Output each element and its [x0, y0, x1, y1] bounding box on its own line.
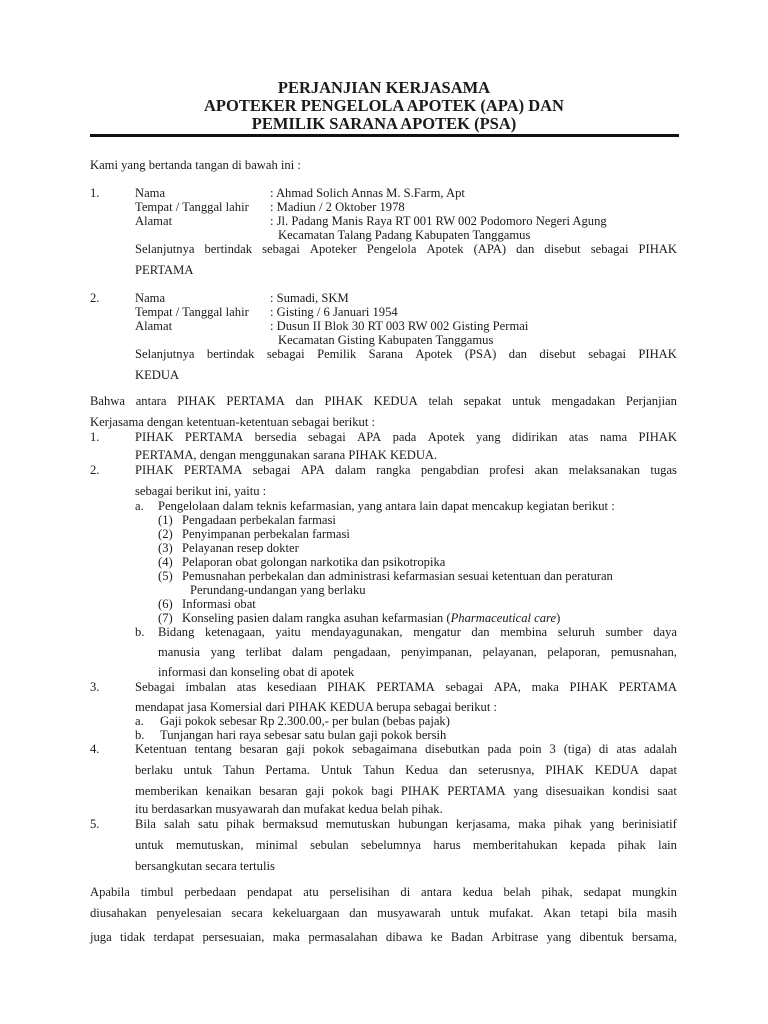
word: disebut	[539, 347, 576, 361]
word: KEDUA	[373, 394, 418, 408]
word: membina	[500, 625, 548, 639]
word: Tahun	[223, 763, 255, 777]
word: sebagai	[266, 347, 305, 361]
word: PIHAK	[638, 347, 677, 361]
word: tetapi	[580, 906, 609, 920]
clause2-b-line3: informasi dan konseling obat di apotek	[158, 665, 355, 679]
word: untuk	[183, 763, 213, 777]
word: musyawarah	[377, 906, 441, 920]
word: mufakat.	[489, 906, 534, 920]
word: maka	[272, 930, 300, 944]
party1-address-line2: Kecamatan Talang Padang Kabupaten Tanggamus	[278, 228, 531, 242]
word: disesuaikan	[545, 784, 605, 798]
word: Apotek	[426, 242, 464, 256]
activity-number: (5)	[158, 569, 173, 583]
word: memutuskan,	[175, 838, 244, 852]
word: Pertama.	[265, 763, 310, 777]
word: dibentuk	[579, 930, 624, 944]
word: masih	[646, 906, 677, 920]
word: permasalahan	[308, 930, 378, 944]
closing-line1	[90, 885, 677, 900]
word: poin	[519, 742, 542, 756]
activity-text-continued: Perundang-undangan yang berlaku	[190, 583, 366, 597]
word: dan	[471, 625, 490, 639]
word: seterusnya,	[478, 763, 535, 777]
word: secara	[231, 906, 263, 920]
word: sepakat	[463, 394, 502, 408]
word: PERTAMA	[226, 394, 285, 408]
word: akan	[534, 463, 559, 477]
clause2-a-marker: a.	[135, 499, 144, 513]
word: PERTAMA	[447, 784, 506, 798]
word: Ketentuan	[135, 742, 187, 756]
word: penyelesaian	[156, 906, 222, 920]
clause4-line3	[135, 784, 677, 799]
word: Bahwa	[90, 394, 125, 408]
word: (PSA)	[464, 347, 497, 361]
word: PERTAMA	[183, 463, 243, 477]
word: hubungan	[398, 817, 448, 831]
word: salah	[164, 817, 190, 831]
party2-address-label: Alamat	[135, 319, 173, 333]
word: pelayanan,	[482, 645, 537, 659]
word: pada	[392, 430, 417, 444]
word: sebulan	[310, 838, 349, 852]
word: untuk	[135, 838, 164, 852]
word: minimal	[255, 838, 298, 852]
word: mendayagunakan,	[311, 625, 403, 639]
italic-term: Pharmaceutical care	[450, 611, 557, 625]
word: dan	[295, 394, 314, 408]
word: penyimpanan,	[400, 645, 472, 659]
word: Sarana	[368, 347, 403, 361]
word: didirikan	[512, 430, 558, 444]
word: PIHAK	[135, 463, 174, 477]
word: Pengelola	[366, 242, 417, 256]
activity-number: (2)	[158, 527, 173, 541]
word: tugas	[650, 463, 677, 477]
word: sebagai	[588, 347, 626, 361]
party2-role-line2: KEDUA	[135, 368, 180, 382]
word: sebagai	[308, 430, 346, 444]
word: disebut	[544, 242, 581, 256]
activity-number: (7)	[158, 611, 173, 625]
activity-text: Pelaporan obat golongan narkotika dan psikotropika	[182, 555, 446, 569]
activity-text: Pelayanan resep dokter	[182, 541, 299, 555]
word: dapat	[649, 763, 677, 777]
word: Akan	[543, 906, 571, 920]
party2-address-value: : Dusun II Blok 30 RT 003 RW 002 Gisting Permai	[270, 319, 529, 333]
title-line-2: APOTEKER PENGELOLA APOTEK (APA) DAN	[204, 96, 564, 115]
word: pemusnahan,	[610, 645, 677, 659]
word: sebelumnya	[360, 838, 422, 852]
word: gaji	[285, 742, 305, 756]
word: bersedia	[254, 430, 297, 444]
word: Kedua	[405, 763, 439, 777]
word: yang	[210, 645, 236, 659]
word: PIHAK	[545, 763, 584, 777]
word: Pemilik	[317, 347, 357, 361]
word: PIHAK	[400, 784, 440, 798]
word: seluruh	[557, 625, 595, 639]
clause3-a-text: Gaji pokok sebesar Rp 2.300.00,- per bulan (bebas pajak)	[160, 714, 450, 728]
word: PIHAK	[324, 394, 363, 408]
intro-text: Kami yang bertanda tangan di bawah ini :	[90, 158, 301, 172]
word: persesuaian,	[202, 930, 265, 944]
word: mengadakan	[551, 394, 616, 408]
word: Selanjutnya	[135, 347, 195, 361]
word: PIHAK	[135, 430, 174, 444]
word: memberikan	[135, 784, 198, 798]
party1-role-line1	[135, 242, 677, 257]
clause5-number: 5.	[90, 817, 100, 831]
word: di	[598, 742, 609, 756]
clause2-a-text: Pengelolaan dalam teknis kefarmasian, yang antara lain dapat mencakup kegiatan berikut :	[158, 499, 615, 513]
word: Untuk	[320, 763, 353, 777]
word: (APA)	[473, 242, 507, 256]
word: yang	[589, 817, 615, 831]
party1-role-line2: PERTAMA	[135, 263, 194, 277]
word: bersama,	[631, 930, 677, 944]
word: pendapat	[246, 885, 293, 899]
word: Tahun	[363, 763, 395, 777]
word: sedapat	[583, 885, 622, 899]
word: dan	[516, 242, 535, 256]
word: kekeluargaan	[272, 906, 340, 920]
word: perselisihan	[329, 885, 390, 899]
word: atas	[568, 430, 589, 444]
closing-line3	[90, 930, 677, 945]
party2-name-value: : Sumadi, SKM	[270, 291, 349, 305]
word: melaksanakan	[568, 463, 641, 477]
party2-role-line1	[135, 347, 677, 362]
word: terdapat	[153, 930, 195, 944]
word: dalam	[335, 463, 366, 477]
word: disebutkan	[425, 742, 480, 756]
party2-address-line2: Kecamatan Gisting Kabupaten Tanggamus	[278, 333, 494, 347]
word: Apoteker	[309, 242, 357, 256]
word: dan	[508, 347, 527, 361]
clause4-line4: itu berdasarkan musyawarah dan mufakat kedua belah pihak.	[135, 802, 443, 816]
word: pihak,	[541, 885, 573, 899]
word: dalam	[291, 645, 323, 659]
word: tidak	[120, 930, 146, 944]
activity-text: Pengadaan perbekalan farmasi	[182, 513, 336, 527]
word: timbul	[140, 885, 174, 899]
word: kondisi	[612, 784, 650, 798]
word: harus	[433, 838, 461, 852]
word: Bidang	[158, 625, 195, 639]
word: sebagai	[262, 242, 300, 256]
word: imbalan	[185, 680, 227, 694]
word: sebagai	[252, 463, 291, 477]
activity-number: (4)	[158, 555, 173, 569]
clause5-line3: bersangkutan secara tertulis	[135, 859, 275, 873]
clause3-number: 3.	[90, 680, 100, 694]
word: berinisiatif	[622, 817, 677, 831]
word: pihak	[226, 817, 255, 831]
word: belah	[503, 885, 531, 899]
clause2-line1	[135, 463, 677, 478]
word: bertindak	[204, 242, 253, 256]
word: ketenagaan,	[205, 625, 265, 639]
clause2-b-marker: b.	[135, 625, 145, 639]
word: mungkin	[632, 885, 677, 899]
party1-address-value: : Jl. Padang Manis Raya RT 001 RW 002 Podomoro Negeri Agung	[270, 214, 607, 228]
activity-text: Informasi obat	[182, 597, 256, 611]
word: kepada	[569, 838, 606, 852]
party1-name-label: Nama	[135, 186, 166, 200]
word: yang	[513, 784, 538, 798]
party1-birth-label: Tempat / Tanggal lahir	[135, 200, 249, 214]
word: pengabdian	[420, 463, 479, 477]
word: kesediaan	[266, 680, 317, 694]
closing-line2	[90, 906, 677, 921]
document-title	[0, 79, 768, 133]
party2-birth-value: : Gisting / 6 Januari 1954	[270, 305, 398, 319]
word: dibawa	[385, 930, 423, 944]
title-line-1: PERJANJIAN KERJASAMA	[277, 78, 491, 97]
word: ke	[430, 930, 443, 944]
word: sebagaimana	[352, 742, 418, 756]
word: di	[400, 885, 411, 899]
word: sebagai	[590, 242, 629, 256]
clause3-b-text: Tunjangan hari raya sebesar satu bulan gaji pokok bersih	[160, 728, 447, 742]
title-underline	[90, 134, 679, 137]
clause2-line2: sebagai berikut ini, yaitu :	[135, 484, 267, 498]
word: 3	[549, 742, 556, 756]
word: PERTAMA	[376, 680, 435, 694]
word: yaitu	[275, 625, 301, 639]
party2-birth-label: Tempat / Tanggal lahir	[135, 305, 249, 319]
word: saat	[657, 784, 677, 798]
word: pokok	[312, 742, 345, 756]
word: pengadaan,	[333, 645, 391, 659]
party1-number: 1.	[90, 186, 100, 200]
clause1-number: 1.	[90, 430, 100, 444]
word: KEDUA	[594, 763, 639, 777]
word: yang	[546, 930, 572, 944]
word: memberitahukan	[472, 838, 558, 852]
word: lain	[658, 838, 677, 852]
clause5-line2	[135, 838, 677, 853]
word: nama	[599, 430, 628, 444]
word: bermaksud	[262, 817, 318, 831]
word: Sebagai	[135, 680, 175, 694]
word: PERTAMA	[618, 680, 677, 694]
word: Arbitrase	[491, 930, 539, 944]
word: yang	[476, 430, 501, 444]
party1-address-label: Alamat	[135, 214, 173, 228]
word: PIHAK	[177, 394, 216, 408]
word: kenaikan	[205, 784, 252, 798]
clause2-number: 2.	[90, 463, 100, 477]
word: Apabila	[90, 885, 130, 899]
word: perbedaan	[184, 885, 237, 899]
word: APA	[357, 430, 382, 444]
word: kedua	[462, 885, 493, 899]
word: dan	[349, 906, 368, 920]
word: telah	[428, 394, 453, 408]
word: adalah	[644, 742, 677, 756]
party1-name-value: : Ahmad Solich Annas M. S.Farm, Apt	[270, 186, 465, 200]
party1-birth-value: : Madiun / 2 Oktober 1978	[270, 200, 405, 214]
word: maka	[531, 680, 559, 694]
word: Perjanjian	[625, 394, 677, 408]
clause4-line1	[135, 742, 677, 757]
word: mengatur	[413, 625, 461, 639]
clause1-line1	[135, 430, 677, 445]
word: untuk	[512, 394, 541, 408]
word: atas	[236, 680, 257, 694]
clause3-b-marker: b.	[135, 728, 145, 742]
agreement-line1	[90, 394, 677, 409]
word: PIHAK	[569, 680, 608, 694]
word: profesi	[489, 463, 525, 477]
activity-text: Penyimpanan perbekalan farmasi	[182, 527, 350, 541]
word: PIHAK	[638, 430, 677, 444]
word: kerjasama,	[456, 817, 511, 831]
word: bertindak	[206, 347, 255, 361]
clause3-line1	[135, 680, 677, 695]
word: pelaporan,	[547, 645, 601, 659]
word: PERTAMA	[184, 430, 244, 444]
word: tentang	[194, 742, 232, 756]
word: dan	[449, 763, 468, 777]
word: pihak	[553, 817, 582, 831]
word: (tiga)	[563, 742, 591, 756]
activity-number: (6)	[158, 597, 173, 611]
word: besaran	[239, 742, 279, 756]
word: terlibat	[245, 645, 282, 659]
party2-number: 2.	[90, 291, 100, 305]
clause1-line2: PERTAMA, dengan menggunakan sarana PIHAK KEDUA.	[135, 448, 438, 462]
activity-text: Pemusnahan perbekalan dan administrasi kefarmasian sesuai ketentuan dan peraturan	[182, 569, 613, 583]
word: Apotek	[427, 430, 465, 444]
activity-number: (1)	[158, 513, 173, 527]
word: sumber	[605, 625, 643, 639]
word: daya	[653, 625, 677, 639]
word: atu	[303, 885, 319, 899]
word: pihak	[617, 838, 646, 852]
word: gaji	[305, 784, 325, 798]
word: pokok	[332, 784, 364, 798]
clause5-line1	[135, 817, 677, 832]
word: bagi	[371, 784, 394, 798]
word: Apotek	[415, 347, 453, 361]
word: memutuskan	[325, 817, 391, 831]
clause2-b-line1	[158, 625, 677, 640]
agreement-line2: Kerjasama dengan ketentuan-ketentuan sebagai berikut :	[90, 415, 375, 429]
clause4-line2	[135, 763, 677, 778]
clause4-number: 4.	[90, 742, 100, 756]
word: manusia	[158, 645, 200, 659]
word: APA,	[493, 680, 521, 694]
word: satu	[198, 817, 219, 831]
word: pada	[487, 742, 512, 756]
clause3-a-marker: a.	[135, 714, 144, 728]
word: APA	[300, 463, 325, 477]
activity-number: (3)	[158, 541, 173, 555]
activity-text: Konseling pasien dalam rangka asuhan kefarmasian (Pharmaceutical care)	[182, 611, 561, 625]
word: maka	[518, 817, 546, 831]
word: juga	[90, 930, 112, 944]
word: PIHAK	[327, 680, 366, 694]
word: antara	[421, 885, 452, 899]
word: Bila	[135, 817, 156, 831]
word: berlaku	[135, 763, 173, 777]
title-line-3: PEMILIK SARANA APOTEK (PSA)	[251, 114, 517, 133]
word: diusahakan	[90, 906, 147, 920]
word: Selanjutnya	[135, 242, 195, 256]
clause2-b-line2	[158, 645, 677, 660]
clause3-line2: mendapat jasa Komersial dari PIHAK KEDUA berupa sebagai berikut :	[135, 700, 497, 714]
word: untuk	[450, 906, 480, 920]
word: bila	[618, 906, 637, 920]
word: rangka	[376, 463, 411, 477]
party2-name-label: Nama	[135, 291, 166, 305]
word: antara	[135, 394, 167, 408]
word: atas	[616, 742, 637, 756]
word: Badan	[450, 930, 484, 944]
word: besaran	[259, 784, 298, 798]
word: sebagai	[445, 680, 484, 694]
word: PIHAK	[638, 242, 677, 256]
